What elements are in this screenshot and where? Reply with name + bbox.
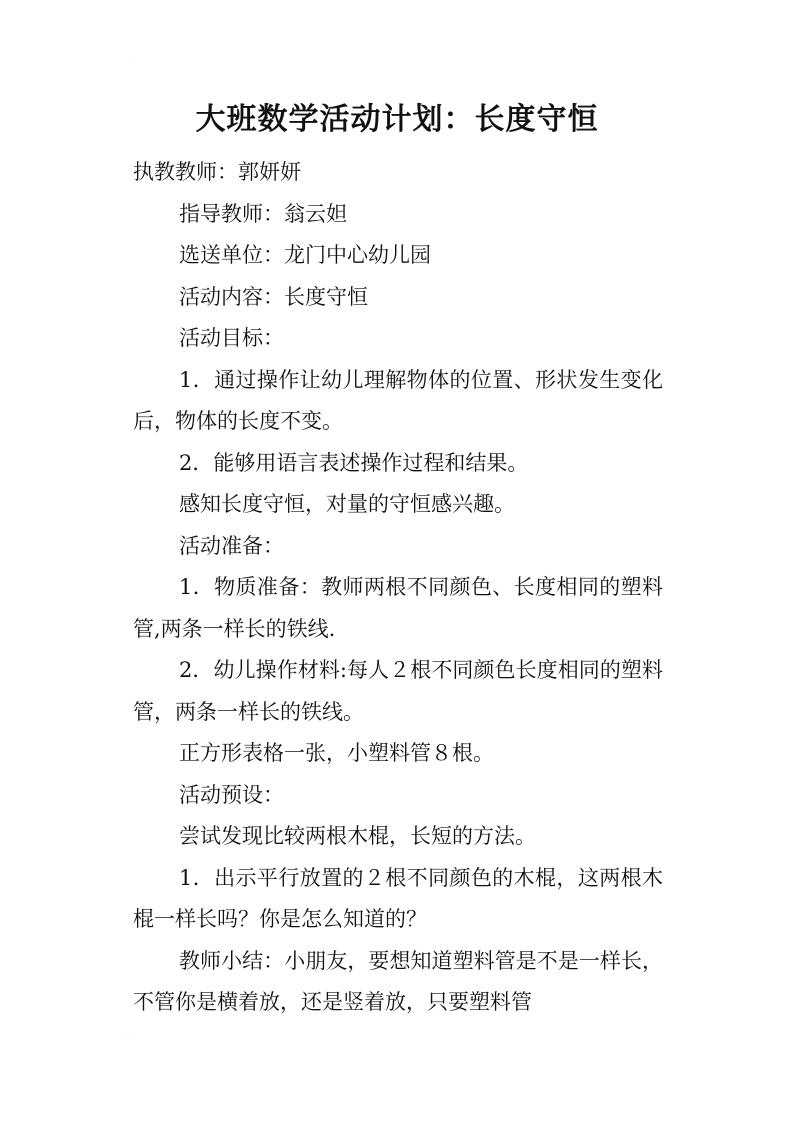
paragraph: 1．通过操作让幼儿理解物体的位置、形状发生变化后，物体的长度不变。 bbox=[133, 367, 663, 433]
paragraph: 指导教师：翁云妲 bbox=[179, 201, 347, 226]
corner-mark-top: ˙ bbox=[131, 60, 135, 69]
paragraph: 活动内容：长度守恒 bbox=[179, 284, 368, 309]
paragraph: 感知长度守恒，对量的守恒感兴趣。 bbox=[179, 492, 515, 516]
paragraph: 正方形表格一张，小塑料管８根。 bbox=[179, 741, 494, 765]
paragraph: 教师小结：小朋友，要想知道塑料管是不是一样长，不管你是横着放，还是竖着放，只要塑料管 bbox=[133, 948, 663, 1014]
corner-mark-bottom: ˙ bbox=[126, 1032, 130, 1041]
paragraph: 执教教师：郭妍妍 bbox=[133, 160, 301, 184]
paragraph: 尝试发现比较两根木棍，长短的方法。 bbox=[179, 824, 536, 848]
paragraph: 活动准备： bbox=[179, 533, 284, 558]
document-title: 大班数学活动计划：长度守恒 bbox=[195, 102, 599, 137]
paragraph: 2．幼儿操作材料:每人２根不同颜色长度相同的塑料管，两条一样长的铁线。 bbox=[133, 658, 663, 724]
paragraph: 活动目标： bbox=[179, 326, 284, 350]
paragraph: 1．出示平行放置的２根不同颜色的木棍，这两根木棍一样长吗？你是怎么知道的？ bbox=[133, 865, 663, 931]
document-body bbox=[133, 152, 663, 1024]
paragraph: 1．物质准备：教师两根不同颜色、长度相同的塑料管,两条一样长的铁线. bbox=[133, 575, 663, 641]
paragraph: 选送单位：龙门中心幼儿园 bbox=[179, 243, 431, 267]
paragraph: 活动预设： bbox=[179, 782, 284, 807]
paragraph: 2．能够用语言表述操作过程和结果。 bbox=[179, 450, 529, 475]
